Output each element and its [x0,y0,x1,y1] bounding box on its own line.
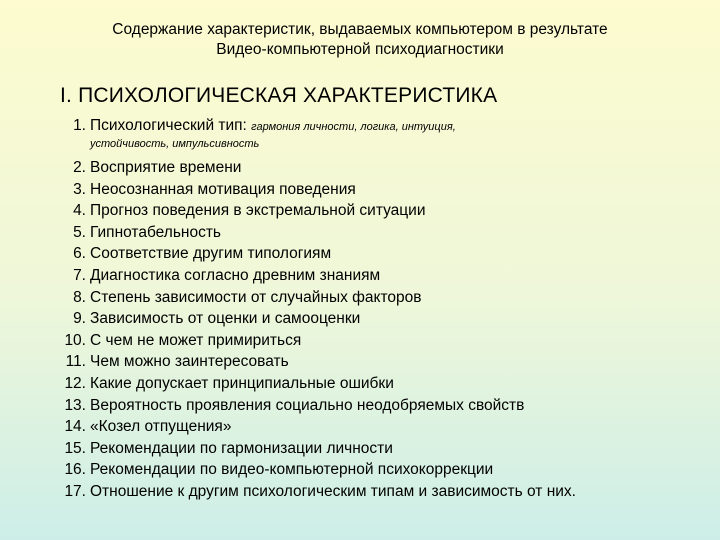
item-number: 2. [73,159,86,176]
section-title: I. ПСИХОЛОГИЧЕСКАЯ ХАРАКТЕРИСТИКА [60,84,498,107]
item-number: 5. [73,223,86,241]
list-item [58,438,698,460]
item-text: Зависимость от оценки и самооценки [90,310,361,328]
list-item [58,308,698,330]
item-number: 13. [64,396,86,414]
item-text: Гипнотабельность [90,223,221,241]
list-item [58,222,698,244]
header-line-2: Видео-компьютерной психодиагностики [216,41,504,58]
list-item [58,179,698,201]
item-text: Чем можно заинтересовать [90,353,289,371]
header-line-1: Содержание характеристик, выдаваемых компьютером в результате [112,21,608,38]
list-item [58,416,698,438]
item-text: Какие допускает принципиальные ошибки [90,374,394,392]
item-number: 4. [73,202,86,220]
item-text: «Козел отпущения» [90,418,232,436]
list-item [58,330,698,352]
item-text: Отношение к другим психологическим типам и зависимость от них. [90,482,576,500]
item-text: Неосознанная мотивация поведения [90,180,356,198]
item-note-continued: устойчивость, импульсивность [90,138,260,150]
item-number: 7. [73,266,86,284]
item-text: С чем не может примириться [90,331,302,349]
item-number: 6. [73,245,86,263]
item-text: Степень зависимости от случайных факторов [90,288,422,306]
characteristics-list [58,117,698,503]
list-item [58,351,698,373]
item-number: 10. [64,331,86,349]
item-number: 1. [73,117,86,134]
item-number: 16. [64,461,86,479]
list-item [58,243,698,265]
slide-header [0,20,720,60]
item-text: Вероятность проявления социально неодобряемых свойств [90,396,525,414]
item-text: Рекомендации по видео-компьютерной психокоррекции [90,461,494,479]
item-text: Рекомендации по гармонизации личности [90,439,393,457]
item-number: 3. [73,180,86,198]
list-item [58,117,698,152]
list-item [58,200,698,222]
item-number: 17. [64,482,86,500]
item-number: 9. [73,310,86,328]
list-item [58,481,698,503]
list-item [58,373,698,395]
item-text: Прогноз поведения в экстремальной ситуации [90,202,426,220]
list-item [58,265,698,287]
item-number: 12. [64,374,86,392]
item-number: 8. [73,288,86,306]
item-number: 15. [64,439,86,457]
list-item [58,157,698,179]
list-item [58,287,698,309]
list-item [58,395,698,417]
item-note: гармония личности, логика, интуиция, [251,121,456,133]
item-text: Соответствие другим типологиям [90,245,332,263]
item-text: Диагностика согласно древним знаниям [90,266,381,284]
item-number: 11. [65,353,86,371]
list-item [58,459,698,481]
item-text: Психологический тип: [90,117,252,134]
item-number: 14. [64,418,86,436]
item-text: Восприятие времени [90,159,242,176]
